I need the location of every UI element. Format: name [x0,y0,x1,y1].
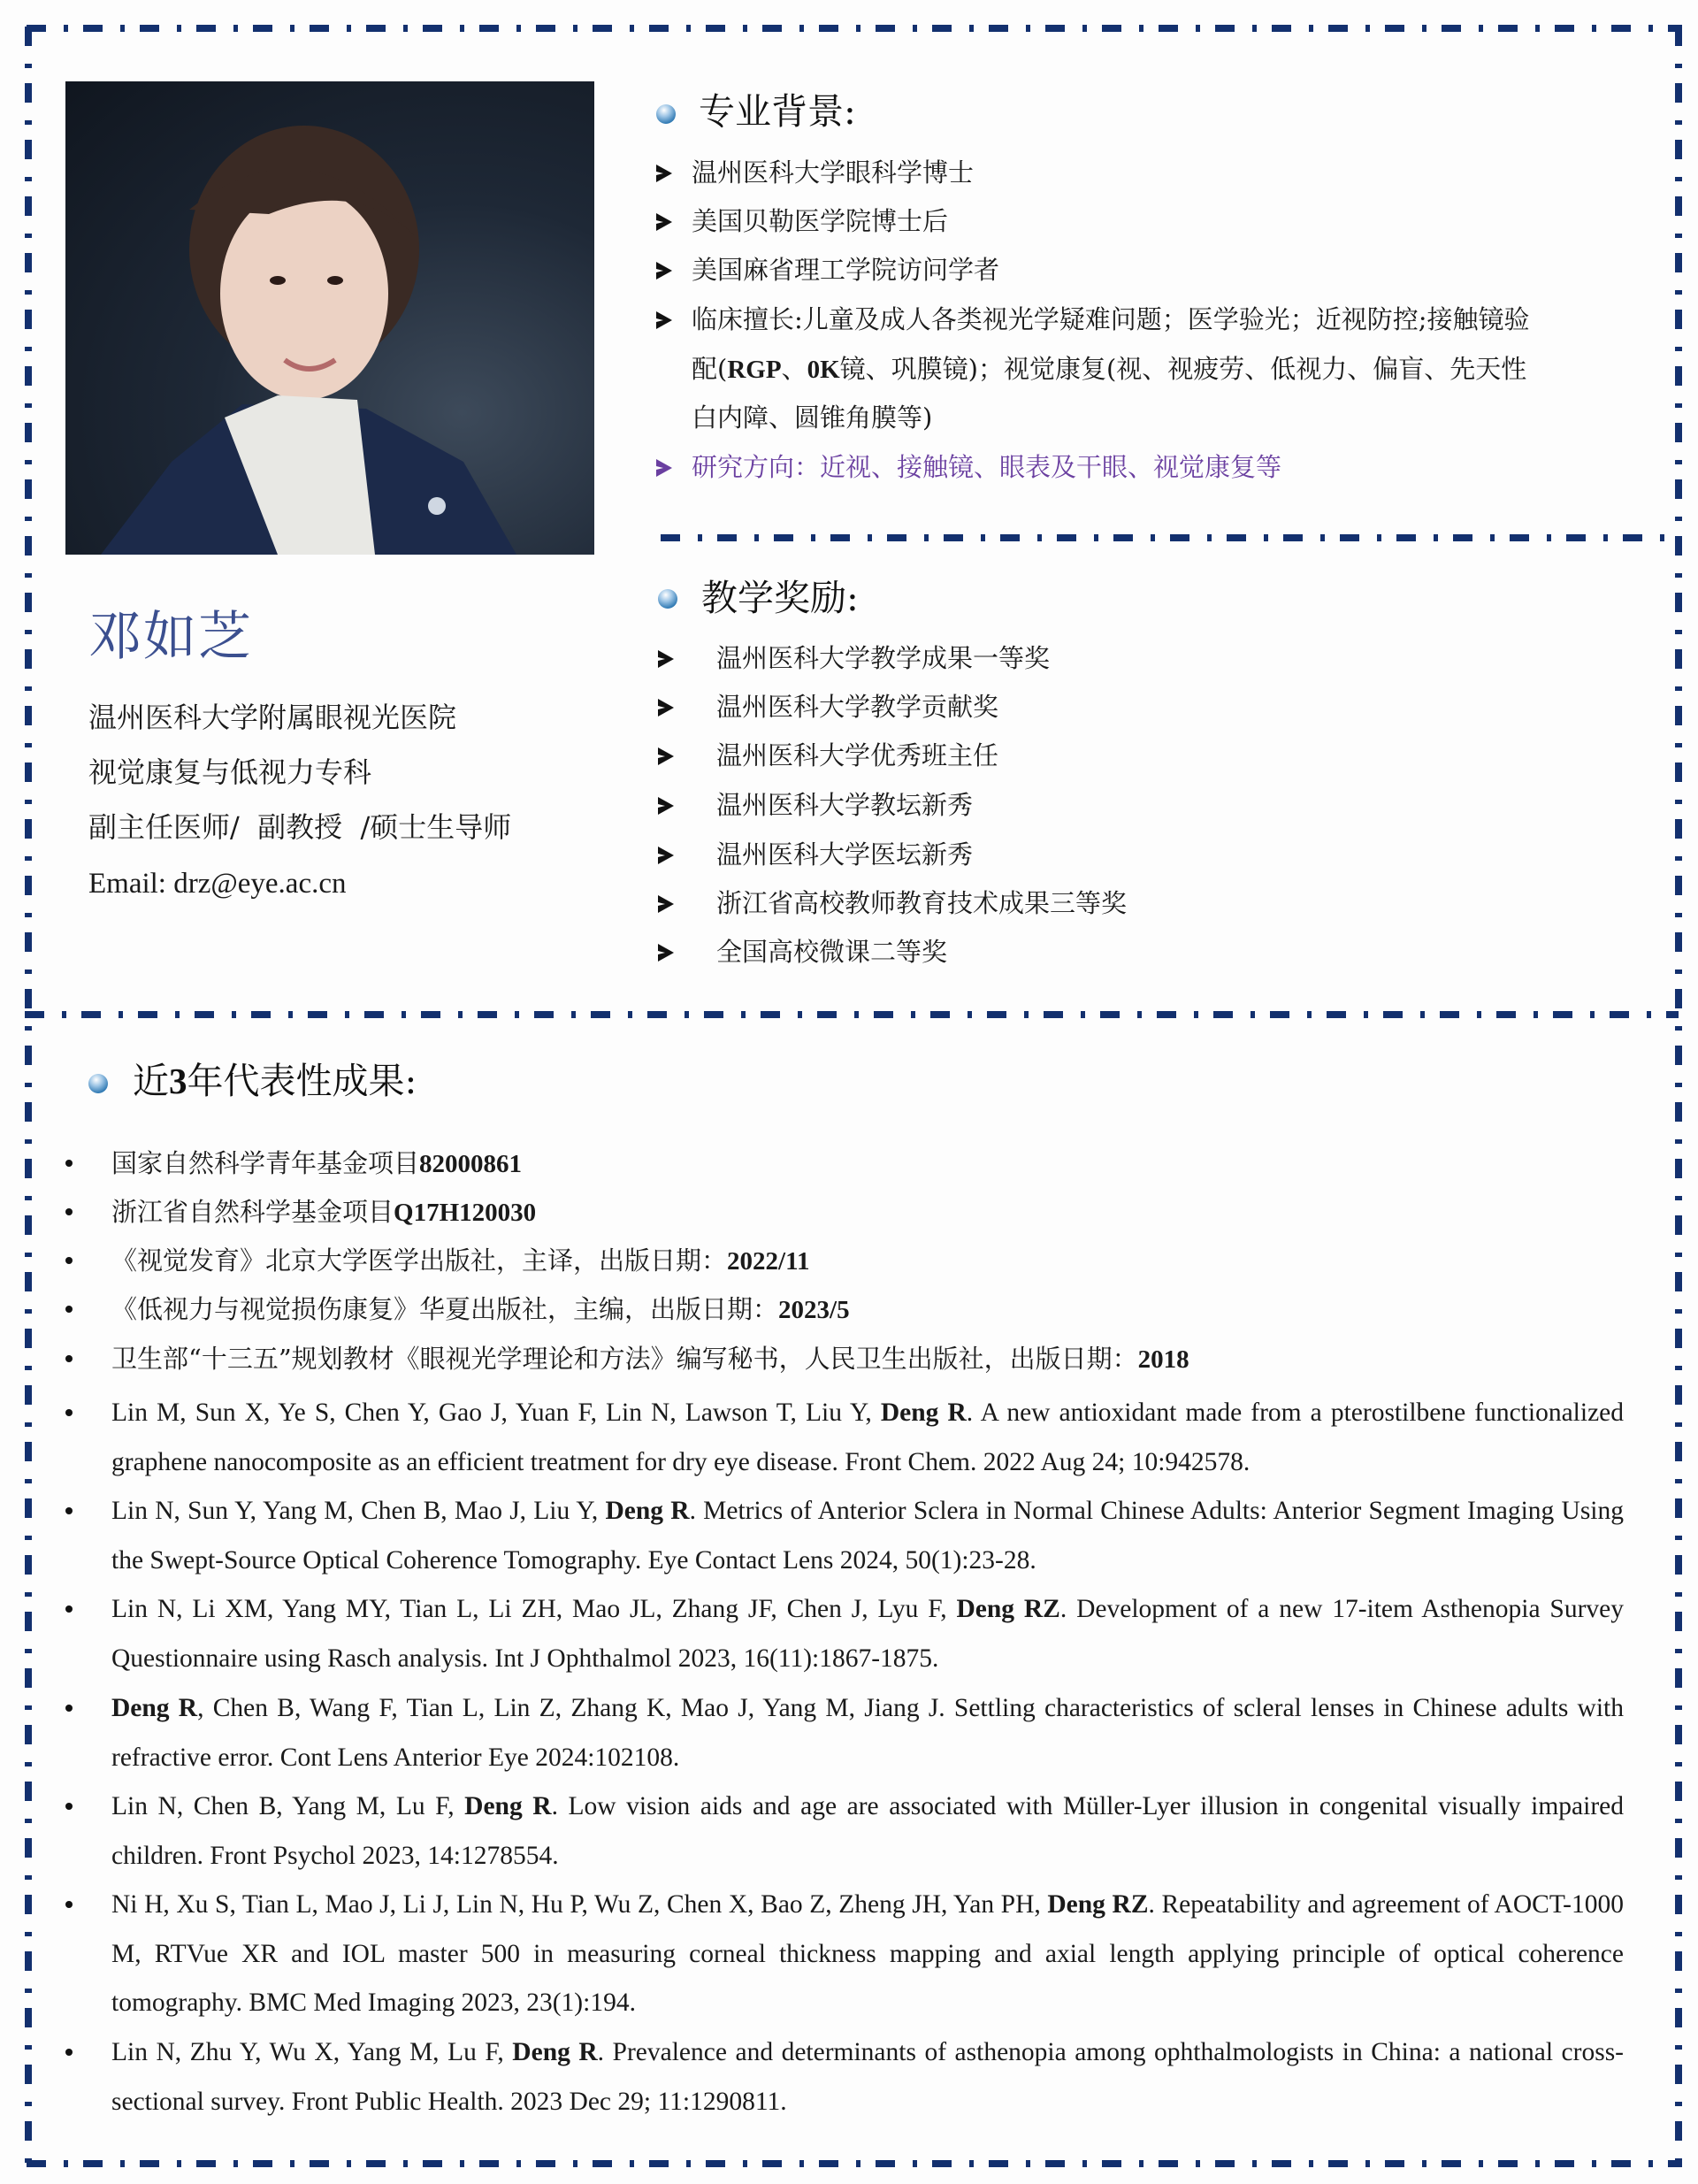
background-heading: 专业背景: [699,90,856,133]
text-span: Ni H, Xu S, Tian L, Mao J, Li J, Lin N, Hu P, Wu Z, Chen X, Bao Z, Zheng JH, Yan PH, [111,1890,1048,1919]
award-item: 温州医科大学医坛新秀 [716,839,974,870]
publication-item [111,1487,1624,1585]
frame-right-border [1675,27,1682,2165]
text-bold: Q17H120030 [394,1199,537,1227]
section-orb-icon [656,104,676,124]
text-span: . Repeatability and agreement of AOCT-1000 M, RTVue XR and IOL master 500 in measuring corneal thickness mapping and axial length applying principle of optical coherence tomography. BMC Med Imaging 2023, 23(1):194. [111,1890,1624,2017]
text-span: Lin N, Sun Y, Yang M, Chen B, Mao J, Liu Y, [111,1497,606,1525]
text-span: 浙江省自然科学基金项目 [111,1197,394,1227]
arrow-bullet-icon [656,311,672,329]
arrow-bullet-icon [658,895,674,913]
bullet-dot-icon [65,1605,73,1613]
award-item: 温州医科大学优秀班主任 [716,740,999,770]
arrow-bullet-icon [658,944,674,962]
text-span: . Prevalence and determinants of asthenopia among ophthalmologists in China: a national cross-sectional survey. Front Public Health. 2023 Dec 29; 11:1290811. [111,2038,1624,2116]
text-bold: 2023/5 [778,1296,850,1324]
arrow-bullet-icon [656,165,672,182]
award-item: 浙江省高校教师教育技术成果三等奖 [716,888,1128,918]
clinical-expertise-line2 [692,356,1526,383]
bullet-dot-icon [65,2049,73,2056]
arrow-bullet-icon [656,262,672,280]
text-span: 《视觉发育》北京大学医学出版社，主译，出版日期： [111,1245,728,1276]
publication-item [111,1881,1624,2028]
arrow-bullet-icon [658,797,674,815]
publication-item [111,2028,1624,2127]
bullet-dot-icon [65,1306,73,1313]
project-item [111,1199,536,1226]
bullet-dot-icon [65,1705,73,1712]
project-item [111,1148,523,1178]
frame-top-border [27,25,1682,32]
text-bold: 0K [807,356,840,384]
text-span: Lin N, Li XM, Yang MY, Tian L, Li ZH, Mao JL, Zhang JF, Chen J, Lyu F, [111,1595,957,1623]
author-highlight: Deng R [111,1694,198,1722]
award-item: 温州医科大学教学贡献奖 [716,692,999,722]
text-span: 国家自然科学青年基金项目 [111,1148,420,1178]
affiliation-department: 视觉康复与低视力专科 [88,755,372,789]
bullet-dot-icon [65,1507,73,1514]
text-span: 配( [692,354,728,384]
author-highlight: Deng R [605,1497,690,1525]
book-item [111,1245,810,1276]
achievements-heading [133,1060,417,1102]
frame-bottom-border [27,2160,1682,2167]
bullet-dot-icon [65,1257,73,1264]
affiliation-titles: 副主任医师/ 副教授 /硕士生导师 [88,810,512,844]
clinical-expertise-line3: 白内障、圆锥角膜等) [692,402,933,433]
bullet-dot-icon [65,1409,73,1416]
publication-item [111,1389,1624,1487]
award-item: 温州医科大学教学成果一等奖 [716,643,1051,673]
section-orb-icon [658,589,677,609]
author-highlight: Deng RZ [1047,1890,1149,1919]
book-item [111,1294,850,1324]
text-bold: 3 [169,1061,187,1101]
text-span: 近 [133,1060,169,1102]
background-item: 美国麻省理工学院访问学者 [692,255,1000,285]
bullet-dot-icon [65,1355,73,1362]
divider-background-awards [661,534,1678,541]
awards-heading: 教学奖励: [701,577,859,619]
text-span: . Low vision aids and age are associated with Müller-Lyer illusion in congenital visually impaired children. Front Psychol 2023, 14:1278554. [111,1792,1625,1870]
text-span: 、 [781,354,807,384]
text-span: 年代表性成果: [187,1060,417,1102]
text-bold: 2022/11 [727,1247,810,1276]
research-direction: 研究方向：近视、接触镜、眼表及干眼、视觉康复等 [692,452,1282,482]
text-span: Lin M, Sun X, Ye S, Chen Y, Gao J, Yuan F, Lin N, Lawson T, Liu Y, [111,1399,881,1427]
text-span: . A new antioxidant made from a pterostilbene functionalized graphene nanocomposite as an efficient treatment for dry eye disease. Front Chem. 2022 Aug 24; 10:942578. [111,1399,1625,1476]
text-span: Lin N, Chen B, Yang M, Lu F, [111,1792,465,1820]
bullet-dot-icon [65,1803,73,1810]
background-item: 温州医科大学眼科学博士 [692,157,975,188]
arrow-bullet-icon [658,650,674,668]
text-span: , Chen B, Wang F, Tian L, Lin Z, Zhang K, Mao J, Yang M, Jiang J. Settling characteristics of scleral lenses in Chinese adults with refractive error. Cont Lens Anterior Eye 2024:102108. [111,1694,1625,1772]
divider-achievements [25,1011,1679,1018]
author-highlight: Deng R [880,1399,967,1427]
text-bold: RGP [727,356,782,384]
publication-item [111,1585,1624,1683]
arrow-bullet-icon [658,699,674,717]
affiliation-hospital: 温州医科大学附属眼视光医院 [88,701,457,734]
text-span: Lin N, Zhu Y, Wu X, Yang M, Lu F, [111,2038,513,2066]
text-span: . Development of a new 17-item Asthenopia Survey Questionnaire using Rasch analysis. Int J Ophthalmol 2023, 16(11):1867-1875. [111,1595,1624,1673]
text-bold: 82000861 [419,1150,523,1178]
arrow-bullet-icon [656,213,672,231]
text-bold: 2018 [1137,1345,1189,1374]
award-item: 温州医科大学教坛新秀 [716,790,974,820]
bullet-dot-icon [65,1208,73,1215]
publication-item [111,1684,1624,1782]
text-span: . Metrics of Anterior Sclera in Normal Chinese Adults: Anterior Segment Imaging Using the Swept-Source Optical Coherence Tomography. Eye Contact Lens 2024, 50(1):23-28. [111,1497,1624,1575]
text-span: 《低视力与视觉损伤康复》华夏出版社，主编，出版日期： [111,1294,779,1324]
author-highlight: Deng R [464,1792,552,1820]
author-highlight: Deng R [512,2038,598,2066]
portrait-icon [65,81,594,555]
publication-item [111,1782,1624,1881]
background-item: 美国贝勒医学院博士后 [692,206,949,236]
arrow-bullet-icon [656,459,672,477]
bullet-dot-icon [65,1901,73,1908]
award-item: 全国高校微课二等奖 [716,937,948,967]
email-link[interactable]: Email: drz@eye.ac.cn [88,868,347,900]
text-span: 卫生部“十三五”规划教材《眼视光学理论和方法》编写秘书，人民卫生出版社，出版日期： [111,1344,1138,1374]
textbook-item [111,1346,1189,1373]
section-orb-icon [88,1074,108,1093]
frame-left-border [25,27,32,2165]
clinical-expertise-line1: 临床擅长:儿童及成人各类视光学疑难问题；医学验光；近视防控;接触镜验 [692,304,1530,334]
profile-name: 邓如芝 [88,606,253,668]
arrow-bullet-icon [658,847,674,864]
arrow-bullet-icon [658,747,674,765]
bullet-dot-icon [65,1160,73,1167]
profile-photo [65,81,594,555]
author-highlight: Deng RZ [956,1595,1060,1623]
text-span: 镜、巩膜镜)；视觉康复(视、视疲劳、低视力、偏盲、先天性 [839,354,1527,384]
